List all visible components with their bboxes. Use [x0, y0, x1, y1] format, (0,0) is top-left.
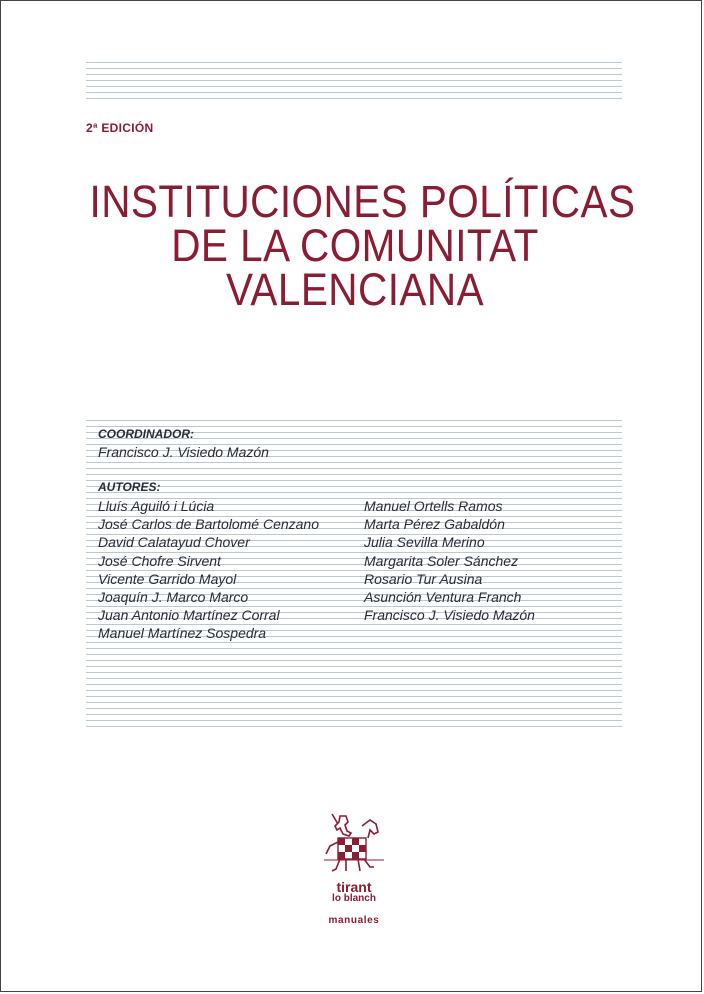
author-name: Asunción Ventura Franch: [364, 588, 522, 605]
author-name: Margarita Soler Sánchez: [364, 552, 519, 569]
author-name: Joaquín J. Marco Marco: [98, 588, 249, 605]
author-name: Francisco J. Visiedo Mazón: [364, 607, 535, 624]
author-name: Manuel Ortells Ramos: [364, 498, 503, 514]
authors-label: AUTORES:: [98, 480, 161, 494]
coordinator-label: COORDINADOR:: [98, 427, 194, 441]
author-name: David Calatayud Chover: [98, 534, 250, 551]
publisher-logo: [318, 812, 390, 926]
publisher-name: tirant: [336, 879, 372, 895]
authors-column-right: [364, 497, 535, 624]
knight-on-horse-icon: [318, 812, 390, 878]
coordinator-name: Francisco J. Visiedo Mazón: [98, 444, 269, 460]
author-name: Rosario Tur Ausina: [364, 570, 483, 587]
author-name: José Carlos de Bartolomé Cenzano: [98, 516, 320, 533]
author-name: Lluís Aguiló i Lúcia: [98, 498, 215, 514]
author-name: Julia Sevilla Merino: [364, 534, 485, 551]
title-line-1: INSTITUCIONES POLÍTICAS: [89, 176, 636, 227]
series-name: manuales: [328, 915, 380, 926]
author-name: Marta Pérez Gabaldón: [364, 516, 505, 533]
authors-column-left: [98, 497, 319, 643]
title-line-2: DE LA COMUNITAT: [171, 220, 539, 271]
edition-label: 2ª EDICIÓN: [86, 121, 154, 135]
author-name: José Chofre Sirvent: [98, 552, 221, 569]
book-title: [89, 176, 636, 315]
author-name: Vicente Garrido Mayol: [98, 570, 237, 587]
title-line-3: VALENCIANA: [225, 264, 485, 315]
author-name: Manuel Martínez Sospedra: [98, 625, 267, 642]
top-rules: [86, 62, 622, 104]
publisher-subname: lo blanch: [332, 893, 376, 904]
author-name: Juan Antonio Martínez Corral: [98, 607, 280, 624]
